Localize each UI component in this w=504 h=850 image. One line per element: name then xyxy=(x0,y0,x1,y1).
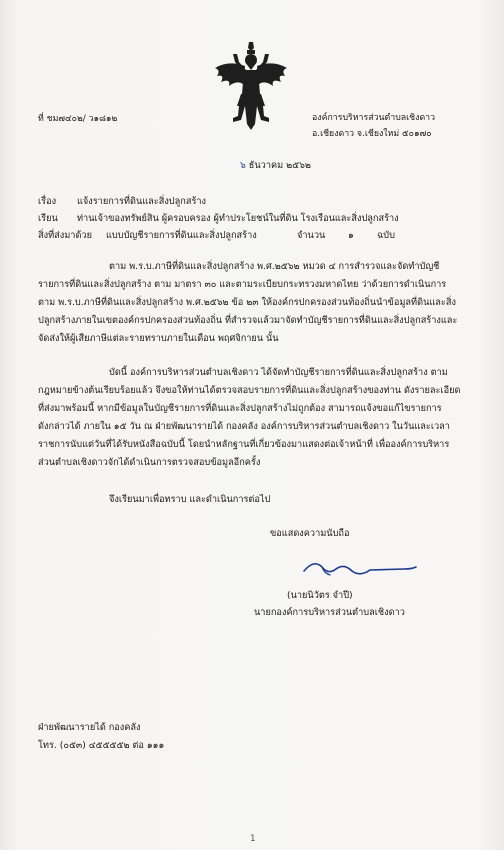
signatory-position: นายกองค์การบริหารส่วนตำบลเชิงดาว xyxy=(254,607,405,618)
closing-regards: ขอแสดงความนับถือ xyxy=(270,528,350,539)
closing-line: จึงเรียนมาเพื่อทราบ และดำเนินการต่อไป xyxy=(109,494,271,505)
paragraph-line: ส่วนตำบลเชิงดาวจักได้ดำเนินการตรวจสอบข้อมูลอีกครั้ง xyxy=(38,457,261,468)
enclosure-unit: ฉบับ xyxy=(377,230,395,241)
page-mark: 1 xyxy=(250,834,256,844)
enclosure-quantity-label: จำนวน xyxy=(297,230,326,241)
handwritten-signature xyxy=(300,553,420,583)
garuda-emblem xyxy=(211,40,291,132)
salutation-text: ท่านเจ้าของทรัพย์สิน ผู้ครอบครอง ผู้ทำประโยชน์ในที่ดิน โรงเรือนและสิ่งปลูกสร้าง xyxy=(77,213,399,224)
date-day: ๖ xyxy=(240,160,246,171)
body-paragraph-2 xyxy=(38,364,460,472)
subject-text: แจ้งรายการที่ดินและสิ่งปลูกสร้าง xyxy=(77,196,207,207)
enclosure-text: แบบบัญชีรายการที่ดินและสิ่งปลูกสร้าง xyxy=(106,230,257,241)
organization-address: อ.เชียงดาว จ.เชียงใหม่ ๕๐๑๗๐ xyxy=(312,129,432,139)
paragraph-line: ปลูกสร้างภายในเขตองค์กรปกครองส่วนท้องถิ่น ที่สำรวจแล้วมาจัดทำบัญชีรายการที่ดินและสิ่งปลูกสร้างและ xyxy=(38,315,458,326)
footer-department: ฝ่ายพัฒนารายได้ กองคลัง xyxy=(38,722,141,733)
paragraph-line: ดังกล่าวได้ ภายใน ๑๕ วัน ณ ฝ่ายพัฒนารายได้ กองคลัง องค์การบริหารส่วนตำบลเชิงดาว ในวันและเวลา xyxy=(38,421,450,432)
footer-phone: โทร. (๐๕๓) ๔๕๕๕๕๒ ต่อ ๑๑๑ xyxy=(38,740,165,751)
document-date xyxy=(240,160,311,171)
subject-label: เรื่อง xyxy=(38,196,57,207)
salutation-label: เรียน xyxy=(38,213,58,224)
paragraph-line: รายการที่ดินและสิ่งปลูกสร้าง ตาม มาตรา ๓๐ และตามระเบียบกระทรวงมหาดไทย ว่าด้วยการดำเนินการ xyxy=(38,279,447,290)
signatory-name: (นายนิวัตร จำปี) xyxy=(287,590,353,601)
paragraph-line: จัดส่งให้ผู้เสียภาษีแต่ละรายทราบภายในเดือน พฤศจิกายน นั้น xyxy=(38,333,279,344)
enclosure-quantity: ๑ xyxy=(348,230,354,241)
date-month-year: ธันวาคม ๒๕๖๒ xyxy=(248,160,311,171)
paragraph-line: บัดนี้ องค์การบริหารส่วนตำบลเชิงดาว ได้จัดทำบัญชีรายการที่ดินและสิ่งปลูกสร้าง ตาม xyxy=(109,367,448,378)
paragraph-line: กฎหมายข้างต้นเรียบร้อยแล้ว จึงขอให้ท่านได้ตรวจสอบรายการที่ดินและสิ่งปลูกสร้างของท่าน ดังรายละเอียด xyxy=(38,385,461,396)
enclosure-label: สิ่งที่ส่งมาด้วย xyxy=(38,230,92,241)
paragraph-line: ตาม พ.ร.บ.ภาษีที่ดินและสิ่งปลูกสร้าง พ.ศ.๒๕๖๒ หมวด ๔ การสำรวจและจัดทำบัญชี xyxy=(109,261,440,272)
paragraph-line: ตาม พ.ร.บ.ภาษีที่ดินและสิ่งปลูกสร้าง พ.ศ.๒๕๖๒ ข้อ ๒๓ ให้องค์กรปกครองส่วนท้องถิ่นนำข้อมูลที่ดินและสิ่ง xyxy=(38,297,456,308)
paragraph-line: ราชการนับแต่วันที่ได้รับหนังสือฉบับนี้ โดยนำหลักฐานที่เกี่ยวข้องมาแสดงต่อเจ้าหน้าที่ เพื่อองค์การบริหาร xyxy=(38,439,450,450)
body-paragraph-1 xyxy=(38,258,457,348)
document-number: ที่ ชม๗๔๐๒/ ว๑๘๑๒ xyxy=(38,114,118,124)
paragraph-line: ที่ส่งมาพร้อมนี้ หากมีข้อมูลในบัญชีรายการที่ดินและสิ่งปลูกสร้างไม่ถูกต้อง สามารถแจ้งขอแก้ไขรายการ xyxy=(38,403,442,414)
organization-name: องค์การบริหารส่วนตำบลเชิงดาว xyxy=(312,113,436,123)
